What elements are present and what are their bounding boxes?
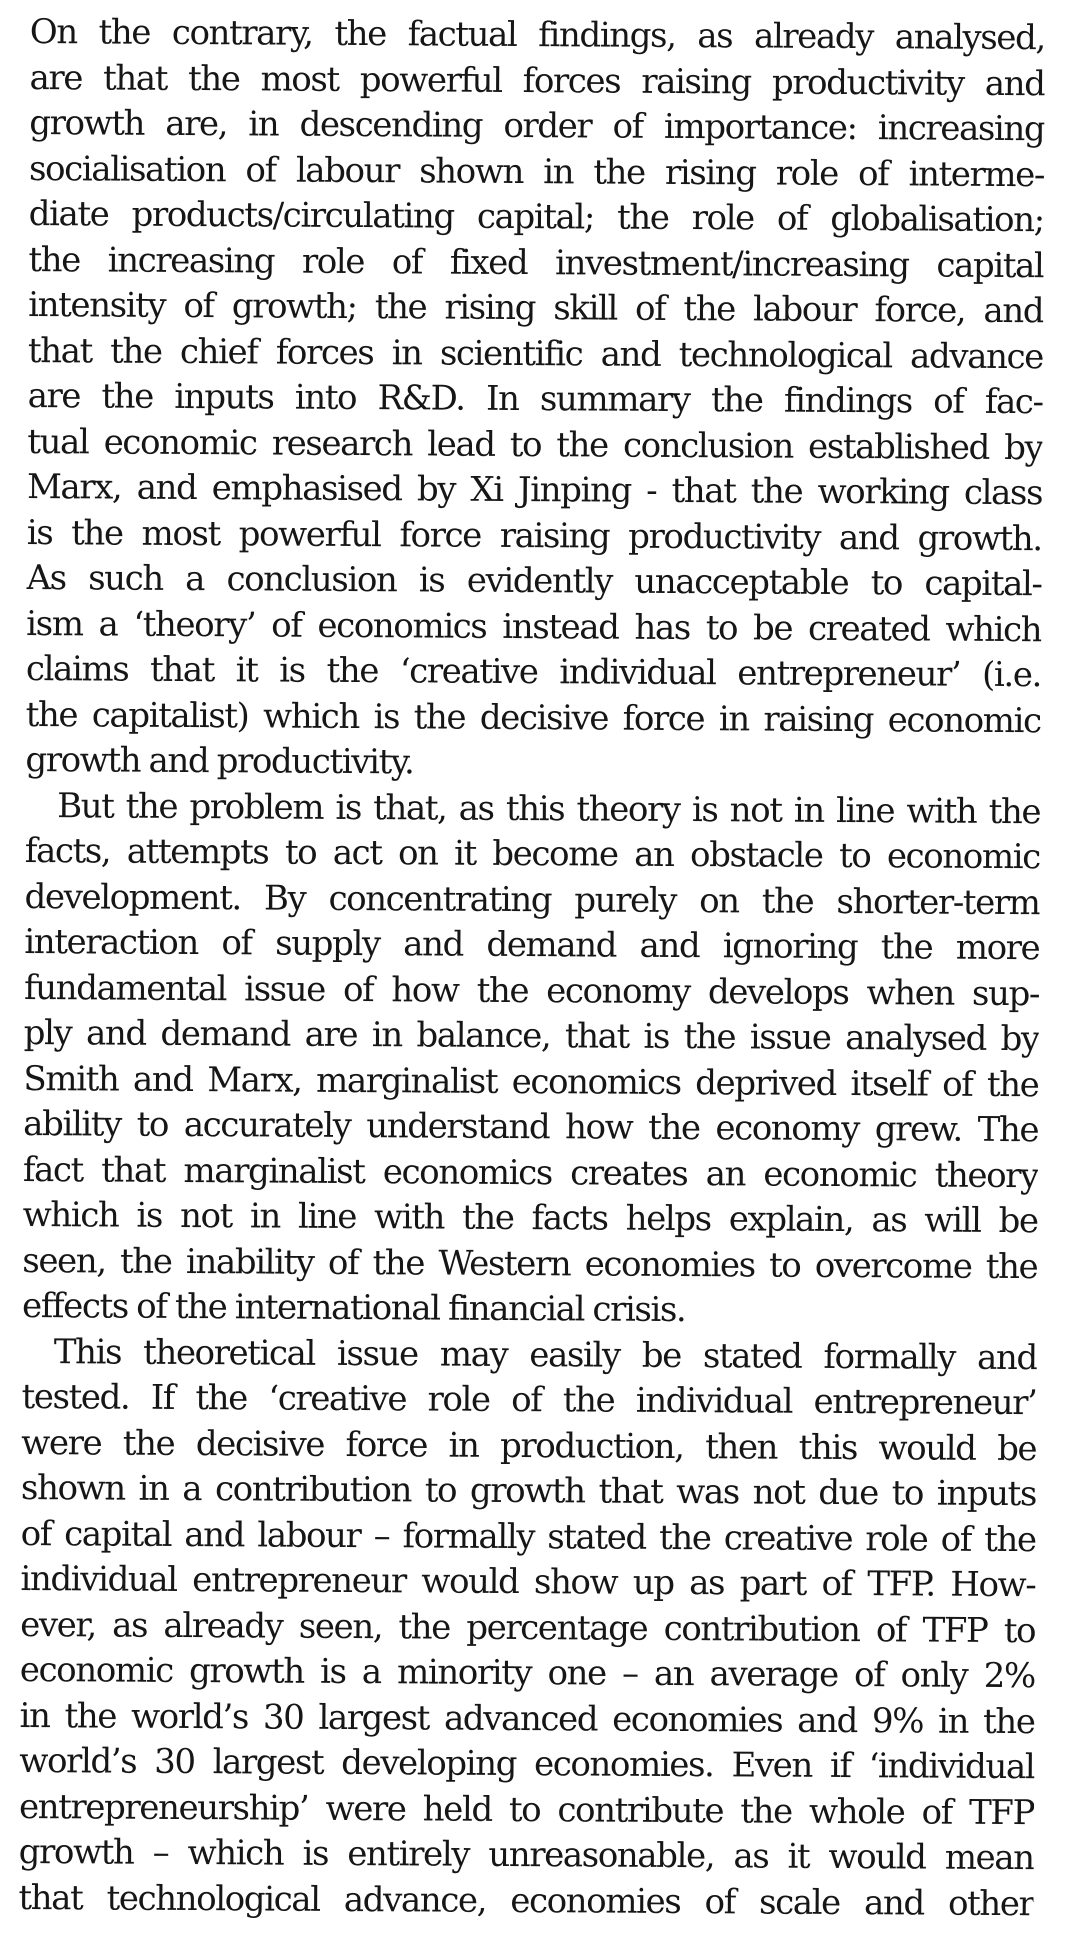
text-line: facts, attempts to act on it become an obstacle to economic — [24, 830, 1040, 878]
text-line: tual economic research lead to the conclusion established by — [27, 421, 1043, 468]
text-line: shown in a contribution to growth that was not due to inputs — [20, 1467, 1037, 1515]
paragraph-3 — [18, 1329, 1037, 1927]
text-line: socialisation of labour shown in the rising role of interme- — [28, 148, 1045, 195]
text-line: interaction of supply and demand and ignoring the more — [24, 921, 1040, 969]
text-line: ism a ‘theory’ of economics instead has to be created which — [26, 603, 1042, 650]
text-line: fundamental issue of how the economy develops when sup- — [23, 967, 1040, 1014]
text-line: the increasing role of fixed investment/increasing capital — [28, 239, 1044, 286]
text-line: ability to accurately understand how the economy grew. The — [23, 1103, 1039, 1151]
text-line: were the decisive force in production, then this would be — [21, 1422, 1037, 1469]
text-line: that technological advance, economies of scale and other — [18, 1877, 1034, 1924]
text-line: the capitalist) which is the decisive force in raising economic — [25, 694, 1041, 741]
text-line: that the chief forces in scientific and technological advance — [27, 330, 1044, 377]
text-line: claims that it is the ‘creative individual entrepreneur’ (i.e. — [25, 648, 1042, 696]
text-line: of capital and labour – formally stated the creative role of the — [20, 1513, 1036, 1560]
text-line: Smith and Marx, marginalist economics deprived itself of the — [23, 1058, 1039, 1105]
text-line: entrepreneurship’ were held to contribute the whole of TFP — [18, 1786, 1035, 1833]
text-line: development. By concentrating purely on the shorter-term — [24, 876, 1040, 923]
text-line: tested. If the ‘creative role of the individual entrepreneur’ — [21, 1376, 1037, 1424]
text-line: seen, the inability of the Western economies to overcome the — [22, 1240, 1038, 1287]
text-line: ply and demand are in balance, that is the issue analysed by — [23, 1012, 1039, 1060]
paragraph-2 — [22, 783, 1040, 1335]
text-line: As such a conclusion is evidently unacceptable to capital- — [26, 557, 1042, 605]
text-line: diate products/circulating capital; the role of globalisation; — [28, 193, 1044, 241]
text-line: On the contrary, the factual findings, as already analysed, — [29, 11, 1045, 59]
text-line: is the most powerful force raising productivity and growth. — [26, 512, 1042, 559]
text-line: This theoretical issue may easily be stated formally and — [53, 1331, 1037, 1378]
text-line: individual entrepreneur would show up as part of TFP. How- — [20, 1558, 1036, 1606]
text-line: in the world’s 30 largest advanced economies and 9% in the — [19, 1695, 1035, 1742]
text-line: growth are, in descending order of importance: increasing — [29, 102, 1045, 150]
text-line: intensity of growth; the rising skill of the labour force, and — [28, 284, 1044, 332]
text-line: are that the most powerful forces raising productivity and — [29, 57, 1045, 104]
text-line: growth and productivity. — [25, 739, 414, 783]
text-line: economic growth is a minority one – an average of only 2% — [19, 1649, 1035, 1697]
book-page — [18, 10, 1045, 1956]
text-line: effects of the international financial crisis. — [21, 1285, 686, 1331]
text-line: Marx, and emphasised by Xi Jinping - that the working class — [26, 466, 1043, 514]
text-line: world’s 30 largest developing economies. Even if ‘individual — [19, 1740, 1035, 1788]
text-line: fact that marginalist economics creates an economic theory — [22, 1149, 1039, 1196]
text-line: which is not in line with the facts helps explain, as will be — [22, 1194, 1038, 1242]
text-line: ever, as already seen, the percentage contribution of TFP to — [20, 1604, 1036, 1651]
text-line: But the problem is that, as this theory is not in line with the — [57, 785, 1041, 832]
text-line: are the inputs into R&D. In summary the findings of fac- — [27, 375, 1043, 423]
text-line: growth – which is entirely unreasonable, as it would mean — [18, 1831, 1034, 1879]
paragraph-1 — [25, 10, 1045, 790]
